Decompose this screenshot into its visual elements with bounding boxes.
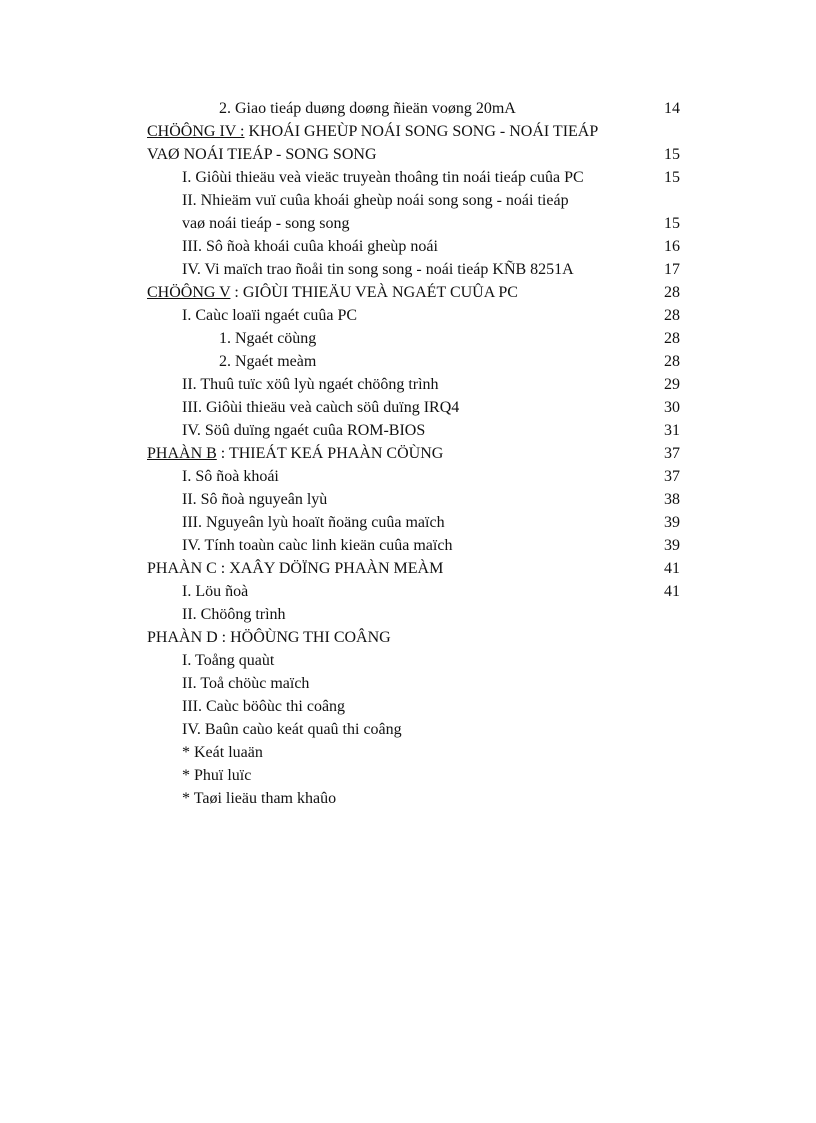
toc-entry	[0, 258, 816, 281]
toc-entry	[0, 672, 816, 695]
toc-entry	[0, 442, 816, 465]
toc-entry-title: PHAÀN C : XAÂY DÖÏNG PHAÀN MEÀM	[147, 560, 444, 577]
toc-entry-title: III. Caùc böôùc thi coâng	[182, 698, 346, 715]
toc-entry-title: IV. Söû duïng ngaét cuûa ROM-BIOS	[182, 422, 426, 439]
toc-entry-page: 37	[664, 445, 680, 462]
toc-entry-title: II. Nhieäm vuï cuûa khoái gheùp noái song song - noái tieáp	[182, 192, 569, 209]
toc-entry-page: 29	[664, 376, 680, 393]
toc-entry	[0, 695, 816, 718]
toc-entry-title: CHÖÔNG IV : KHOÁI GHEÙP NOÁI SONG SONG - NOÁI TIEÁP	[147, 123, 599, 140]
toc-entry-page: 28	[664, 284, 680, 301]
toc-entry-title: IV. Baûn caùo keát quaû thi coâng	[182, 721, 402, 738]
toc-entry-title: II. Thuû tuïc xöû lyù ngaét chöông trình	[182, 376, 439, 393]
toc-entry-page: 28	[664, 307, 680, 324]
toc-entry-title: II. Chöông trình	[182, 606, 286, 623]
toc-entry-page: 30	[664, 399, 680, 416]
toc-entry-title: IV. Tính toaùn caùc linh kieän cuûa maïch	[182, 537, 453, 554]
toc-entry-page: 37	[664, 468, 680, 485]
toc-entry	[0, 281, 816, 304]
toc-entry-page: 38	[664, 491, 680, 508]
toc-entry-title: 1. Ngaét cöùng	[219, 330, 317, 347]
toc-entry	[0, 212, 816, 235]
table-of-contents	[0, 97, 816, 810]
chapter-label: CHÖÔNG V	[147, 284, 231, 301]
toc-entry-page: 15	[664, 146, 680, 163]
toc-entry-title: * Keát luaän	[182, 744, 263, 761]
toc-entry	[0, 235, 816, 258]
toc-entry	[0, 120, 816, 143]
toc-entry-title: CHÖÔNG V : GIÔÙI THIEÄU VEÀ NGAÉT CUÛA PC	[147, 284, 518, 301]
chapter-label: CHÖÔNG IV :	[147, 123, 245, 140]
toc-entry	[0, 580, 816, 603]
toc-entry-page: 16	[664, 238, 680, 255]
toc-entry-title: 2. Giao tieáp duøng doøng ñieän voøng 20mA	[219, 100, 516, 117]
toc-entry	[0, 419, 816, 442]
toc-entry	[0, 373, 816, 396]
toc-entry	[0, 626, 816, 649]
toc-entry	[0, 764, 816, 787]
toc-entry-title: IV. Vi maïch trao ñoåi tin song song - noái tieáp KÑB 8251A	[182, 261, 574, 278]
toc-entry-title: I. Caùc loaïi ngaét cuûa PC	[182, 307, 358, 324]
toc-entry-title: VAØ NOÁI TIEÁP - SONG SONG	[147, 146, 377, 163]
toc-entry	[0, 741, 816, 764]
toc-entry-title: I. Sô ñoà khoái	[182, 468, 279, 485]
toc-entry-page: 28	[664, 353, 680, 370]
toc-entry-title: III. Giôùi thieäu veà caùch söû duïng IRQ4	[182, 399, 460, 416]
toc-entry-page: 28	[664, 330, 680, 347]
toc-entry-title: II. Sô ñoà nguyeân lyù	[182, 491, 328, 508]
toc-entry	[0, 603, 816, 626]
toc-entry	[0, 350, 816, 373]
toc-entry-page: 39	[664, 514, 680, 531]
toc-entry	[0, 304, 816, 327]
toc-entry-title: * Phuï luïc	[182, 767, 252, 784]
toc-entry-title: III. Sô ñoà khoái cuûa khoái gheùp noái	[182, 238, 438, 255]
toc-entry-title: II. Toå chöùc maïch	[182, 675, 310, 692]
toc-entry-title: I. Löu ñoà	[182, 583, 249, 600]
toc-entry-title: PHAÀN D : HÖÔÙNG THI COÂNG	[147, 629, 391, 646]
toc-entry-title: III. Nguyeân lyù hoaït ñoäng cuûa maïch	[182, 514, 445, 531]
toc-entry	[0, 557, 816, 580]
toc-entry-page: 31	[664, 422, 680, 439]
toc-entry	[0, 465, 816, 488]
toc-entry	[0, 488, 816, 511]
toc-entry	[0, 718, 816, 741]
toc-entry	[0, 511, 816, 534]
toc-entry-title: vaø noái tieáp - song song	[182, 215, 350, 232]
toc-entry-page: 15	[664, 169, 680, 186]
toc-entry	[0, 534, 816, 557]
toc-entry-page: 15	[664, 215, 680, 232]
toc-entry	[0, 97, 816, 120]
toc-entry	[0, 396, 816, 419]
toc-entry	[0, 166, 816, 189]
toc-entry-page: 14	[664, 100, 680, 117]
toc-entry-title: I. Giôùi thieäu veà vieäc truyeàn thoâng tin noái tieáp cuûa PC	[182, 169, 584, 186]
toc-entry-page: 39	[664, 537, 680, 554]
toc-entry	[0, 327, 816, 350]
toc-entry-page: 41	[664, 560, 680, 577]
toc-entry-page: 17	[664, 261, 680, 278]
toc-entry-title: I. Toång quaùt	[182, 652, 275, 669]
toc-entry-title: * Taøi lieäu tham khaûo	[182, 790, 337, 807]
toc-entry-title: 2. Ngaét meàm	[219, 353, 317, 370]
toc-entry	[0, 649, 816, 672]
toc-entry	[0, 787, 816, 810]
toc-entry-page: 41	[664, 583, 680, 600]
toc-entry-title: PHAÀN B : THIEÁT KEÁ PHAÀN CÖÙNG	[147, 445, 444, 462]
toc-entry	[0, 143, 816, 166]
toc-entry	[0, 189, 816, 212]
part-label: PHAÀN B	[147, 445, 217, 462]
